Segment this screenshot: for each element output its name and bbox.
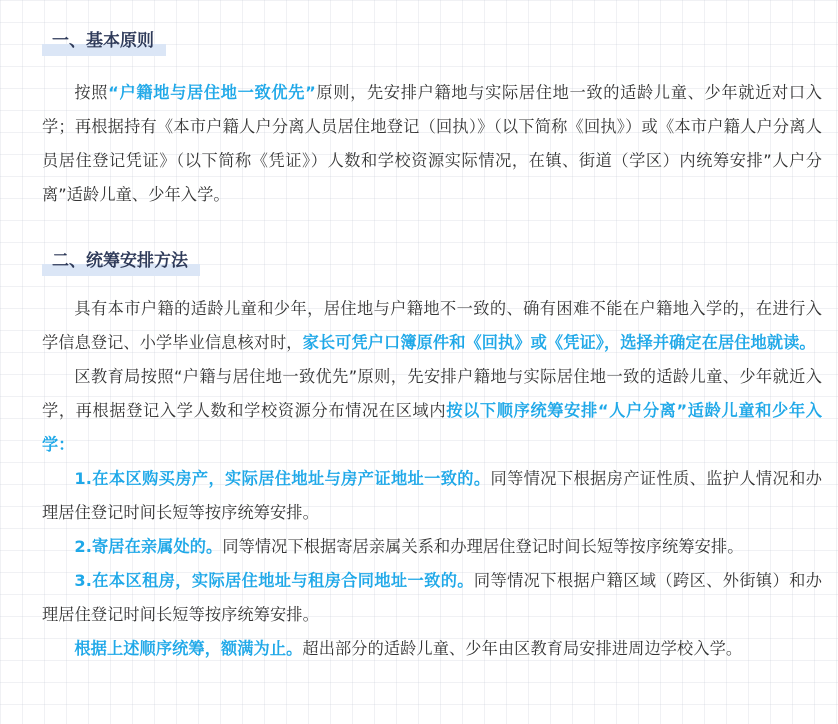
highlight-parent-documents: 家长可凭户口簿原件和《回执》或《凭证》，选择并确定在居住地就读。 [302,333,816,352]
document [42,0,822,666]
paragraph-eligibility [42,292,822,360]
highlight-order-intro: 按以下顺序统筹安排“人户分离”适龄儿童和少年入学： [42,401,822,454]
text-segment: 区教育局按照“户籍与居住地一致优先”原则，先安排户籍地与实际居住地一致的适龄儿童、少年就近入学，再根据登记入学人数和学校资源分布情况在区域内 [42,367,822,420]
section-heading-basic-principles: 一、基本原则 [42,28,166,54]
text-segment: 同等情况下根据寄居亲属关系和办理居住登记时间长短等按序统筹安排。 [222,537,744,556]
highlight-quota: 根据上述顺序统筹，额满为止。 [74,639,303,658]
highlight-rule-1: 1.在本区购买房产，实际居住地址与房产证地址一致的。 [74,469,491,488]
highlight-rule-3: 3.在本区租房，实际居住地址与租房合同地址一致的。 [74,571,474,590]
paragraph-rule-2 [42,530,822,564]
text-segment: 同等情况下根据房产证性质、监护人情况和办理居住登记时间长短等按序统筹安排。 [42,469,822,522]
text-segment: 超出部分的适龄儿童、少年由区教育局安排进周边学校入学。 [302,639,743,658]
text-segment: 原则，先安排户籍地与实际居住地一致的适龄儿童、少年就近对口入学；再根据持有《本市户籍人户分离人员居住地登记（回执）》（以下简称《回执》）或《本市户籍人户分离人员居住登记凭证》（以下简称《凭证》）人数和学校资源实际情况，在镇、街道（学区）内统筹安排”人户分离”适龄儿童、少年入学。 [42,83,823,204]
paragraph-quota [42,632,822,666]
section-arrangement-methods-body [42,292,822,666]
paragraph-rule-3 [42,564,822,632]
text-segment: 按照 [74,83,109,102]
paragraph-rule-1 [42,462,822,530]
section-basic-principles-body [42,76,822,212]
paragraph-principle [42,76,822,212]
text-segment: 同等情况下根据户籍区域（跨区、外街镇）和办理居住登记时间长短等按序统筹安排。 [42,571,822,624]
section-heading-arrangement-methods: 二、统筹安排方法 [42,248,200,274]
text-segment: 具有本市户籍的适龄儿童和少年，居住地与户籍地不一致的、确有困难不能在户籍地入学的，在进行入学信息登记、小学毕业信息核对时， [42,299,822,352]
paragraph-bureau-arrangement [42,360,822,462]
highlight-rule-2: 2.寄居在亲属处的。 [74,537,223,556]
highlight-priority-rule: “户籍地与居住地一致优先” [108,83,316,102]
